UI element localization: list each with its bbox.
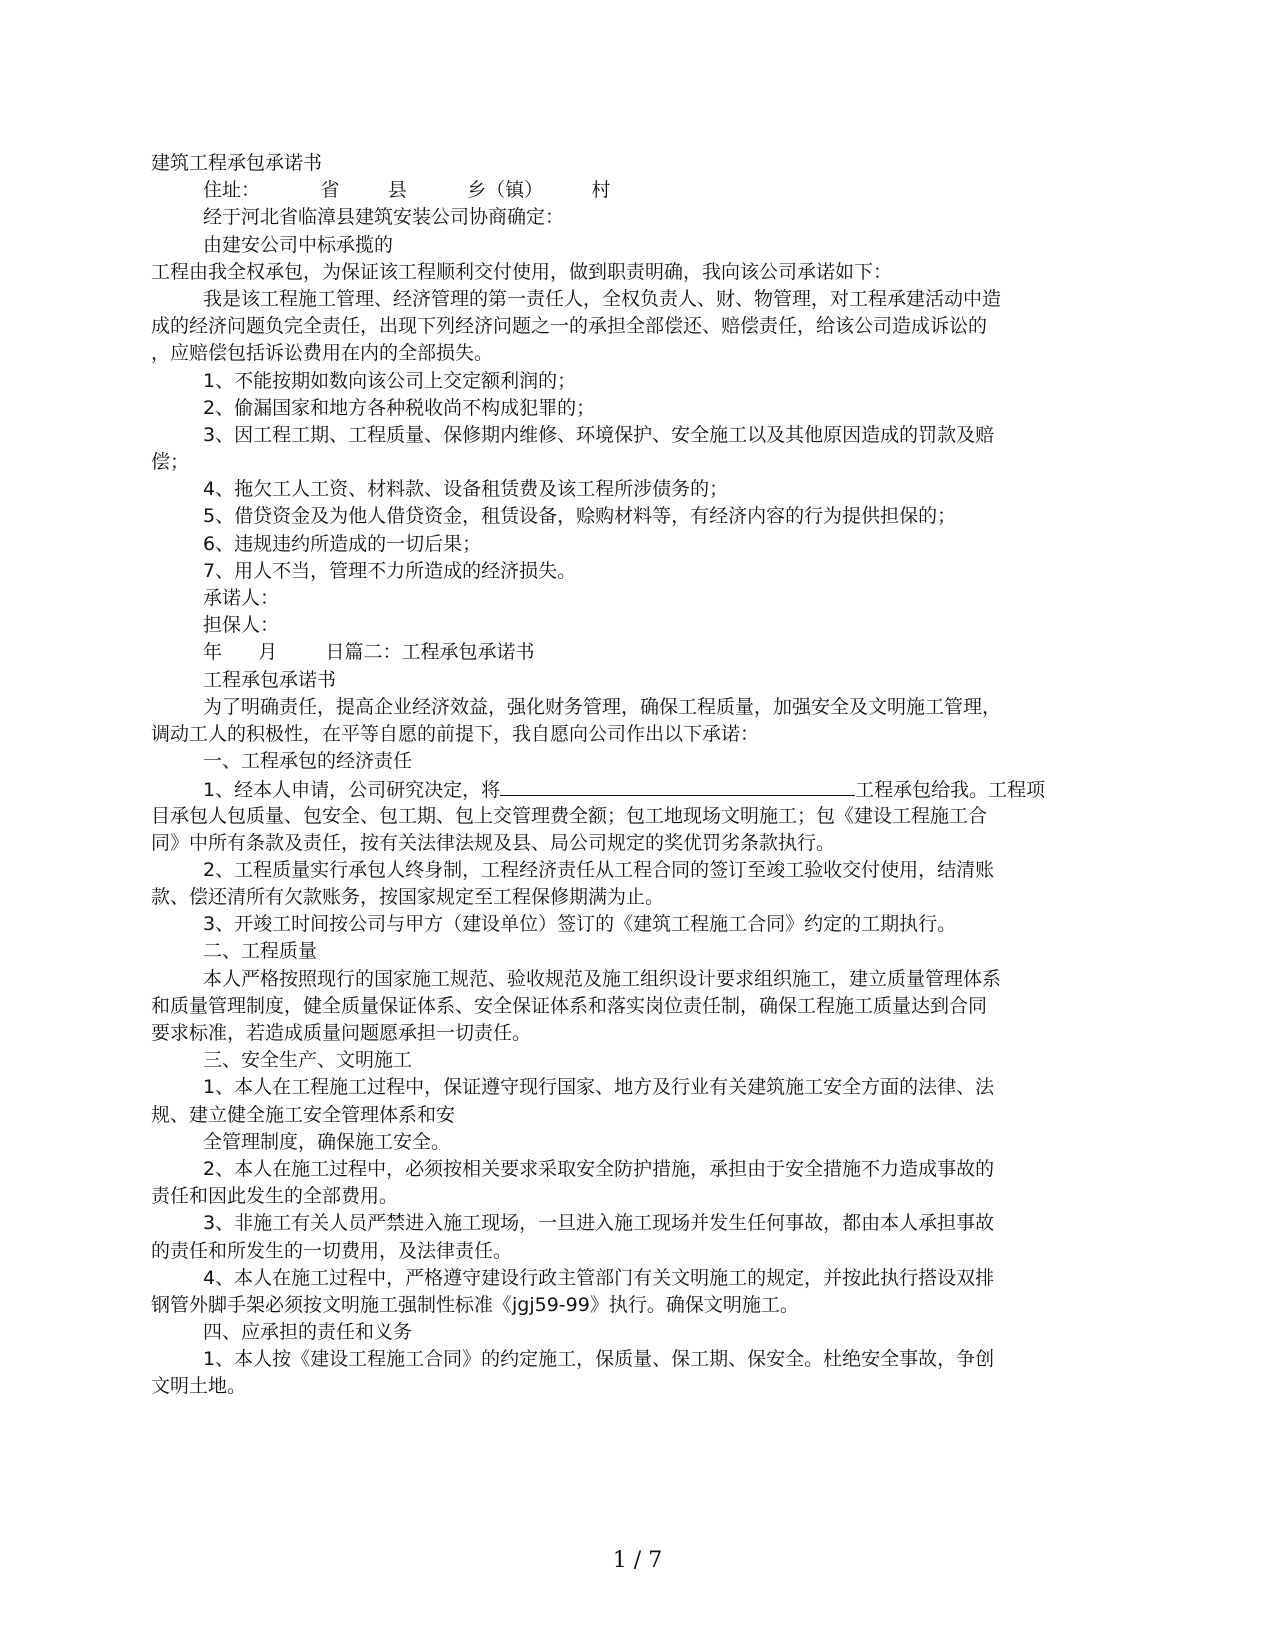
line-text: 二、工程质量: [203, 940, 318, 963]
line-text: 一、工程承包的经济责任: [203, 750, 413, 773]
line-text: 由建安公司中标承揽的: [203, 233, 394, 256]
line-text: 全管理制度，确保施工安全。: [203, 1130, 451, 1153]
line-text: 担保人：: [203, 614, 280, 637]
text-line: [151, 1373, 1119, 1400]
text-line: [151, 612, 1119, 639]
line-text: 1、经本人申请，公司研究决定，将: [203, 779, 501, 802]
text-line: [151, 775, 1119, 802]
fill-in-blank: [500, 775, 855, 796]
line-text: 4、拖欠工人工资、材料款、设备租赁费及该工程所涉债务的；: [203, 478, 729, 501]
line-text: 要求标准，若造成质量问题愿承担一切责任。: [151, 1022, 532, 1044]
line-text: 3、因工程工期、工程质量、保修期内维修、环境保护、安全施工以及其他原因造成的罚款及赔: [203, 423, 995, 446]
text-line: [151, 1102, 1119, 1129]
text-line: [151, 503, 1119, 530]
line-text: 调动工人的积极性，在平等自愿的前提下，我自愿向公司作出以下承诺：: [151, 722, 760, 745]
line-text: 文明土地。: [151, 1375, 247, 1398]
text-line: [151, 667, 1119, 694]
text-line: [151, 177, 1119, 204]
text-line: [151, 1238, 1119, 1265]
line-text: 1、本人按《建设工程施工合同》的约定施工，保质量、保工期、保安全。杜绝安全事故，争创: [203, 1348, 995, 1371]
text-line: [151, 803, 1119, 830]
line-text: 本人严格按照现行的国家施工规范、验收规范及施工组织设计要求组织施工，建立质量管理体系: [203, 967, 1002, 990]
line-text: 为了明确责任，提高企业经济效益，强化财务管理，确保工程质量，加强安全及文明施工管理，: [203, 695, 1002, 718]
line-text: 住址： 省 县 乡（镇） 村: [203, 179, 611, 202]
line-text: 2、偷漏国家和地方各种税收尚不构成犯罪的；: [203, 396, 596, 419]
text-line: [151, 1319, 1119, 1346]
line-text: 2、本人在施工过程中，必须按相关要求采取安全防护措施，承担由于安全措施不力造成事故的: [203, 1157, 995, 1180]
line-text: 建筑工程承包承诺书: [151, 152, 323, 174]
text-line: [151, 830, 1119, 857]
text-line: [151, 476, 1119, 503]
text-line: [151, 340, 1119, 367]
line-text: 4、本人在施工过程中，严格遵守建设行政主管部门有关文明施工的规定，并按此执行搭设双排: [203, 1266, 995, 1289]
text-line: [151, 232, 1119, 259]
line-text: 偿；: [151, 451, 190, 474]
line-text: 经于河北省临漳县建筑安装公司协商确定：: [203, 206, 565, 229]
text-line: [151, 259, 1119, 286]
text-line: [151, 1210, 1119, 1237]
text-line: [151, 1156, 1119, 1183]
line-text: 四、应承担的责任和义务: [203, 1321, 413, 1344]
line-text: 5、借贷资金及为他人借贷资金，租赁设备，赊购材料等，有经济内容的行为提供担保的；: [203, 505, 957, 528]
text-line: [151, 558, 1119, 585]
line-text: 成的经济问题负完全责任，出现下列经济问题之一的承担全部偿还、赔偿责任，给该公司造成诉讼的: [151, 315, 988, 338]
line-text-suffix: 工程承包给我。工程项: [855, 779, 1046, 802]
document-title: [151, 150, 1119, 177]
line-text: 责任和因此发生的全部费用。: [151, 1185, 399, 1208]
text-line: [151, 1265, 1119, 1292]
text-line: [151, 884, 1119, 911]
text-line: [151, 204, 1119, 231]
line-text: 工程由我全权承包，为保证该工程顺利交付使用，做到职责明确，我向该公司承诺如下：: [151, 260, 893, 283]
text-line: [151, 1020, 1119, 1047]
line-text: 同》中所有条款及责任，按有关法律法规及县、局公司规定的奖优罚劣条款执行。: [151, 831, 836, 854]
text-line: [151, 1346, 1119, 1373]
text-line: [151, 721, 1119, 748]
text-line: [151, 993, 1119, 1020]
line-text: 1、不能按期如数向该公司上交定额利润的；: [203, 369, 577, 392]
text-line: [151, 531, 1119, 558]
text-line: [151, 748, 1119, 775]
line-text: ，应赔偿包括诉讼费用在内的全部损失。: [151, 342, 494, 365]
line-text: 款、偿还清所有欠款账务，按国家规定至工程保修期满为止。: [151, 886, 665, 909]
line-text: 和质量管理制度，健全质量保证体系、安全保证体系和落实岗位责任制，确保工程施工质量达到合同: [151, 994, 988, 1017]
text-line: [151, 286, 1119, 313]
line-text: 我是该工程施工管理、经济管理的第一责任人，全权负责人、财、物管理，对工程承建活动中造: [203, 287, 1002, 310]
line-text: 1、本人在工程施工过程中，保证遵守现行国家、地方及行业有关建筑施工安全方面的法律、法: [203, 1076, 995, 1099]
text-line: [151, 368, 1119, 395]
line-text: 7、用人不当，管理不力所造成的经济损失。: [203, 559, 577, 582]
text-line: [151, 1292, 1119, 1319]
text-line: [151, 449, 1119, 476]
text-line: [151, 1047, 1119, 1074]
text-line: [151, 585, 1119, 612]
text-line: [151, 313, 1119, 340]
text-line: [151, 938, 1119, 965]
line-text: 6、违规违约所造成的一切后果；: [203, 532, 482, 555]
line-text: 钢管外脚手架必须按文明施工强制性标准《jgj59-99》执行。确保文明施工。: [151, 1293, 799, 1316]
text-line: [151, 422, 1119, 449]
text-line: [151, 395, 1119, 422]
text-line: [151, 857, 1119, 884]
text-line: [151, 694, 1119, 721]
line-text: 3、非施工有关人员严禁进入施工现场，一旦进入施工现场并发生任何事故，都由本人承担事故: [203, 1212, 995, 1235]
line-text: 的责任和所发生的一切费用，及法律责任。: [151, 1239, 513, 1262]
line-text: 2、工程质量实行承包人终身制，工程经济责任从工程合同的签订至竣工验收交付使用，结清账: [203, 858, 995, 881]
line-text: 承诺人：: [203, 587, 280, 609]
line-text: 目承包人包质量、包安全、包工期、包上交管理费全额；包工地现场文明施工；包《建设工程施工合: [151, 804, 988, 827]
line-text: 工程承包承诺书: [203, 668, 337, 691]
line-text: 规、建立健全施工安全管理体系和安: [151, 1103, 456, 1126]
line-text: 年 月 日篇二：工程承包承诺书: [203, 641, 535, 664]
text-line: [151, 1183, 1119, 1210]
line-text: 三、安全生产、文明施工: [203, 1049, 413, 1072]
document-body: [151, 150, 1119, 1401]
text-line: [151, 1129, 1119, 1156]
text-line: [151, 966, 1119, 993]
line-text: 3、开竣工时间按公司与甲方（建设单位）签订的《建筑工程施工合同》约定的工期执行。: [203, 913, 957, 936]
text-line: [151, 639, 1119, 666]
page-number: 1 / 7: [612, 1548, 663, 1573]
text-line: [151, 911, 1119, 938]
text-line: [151, 1074, 1119, 1101]
